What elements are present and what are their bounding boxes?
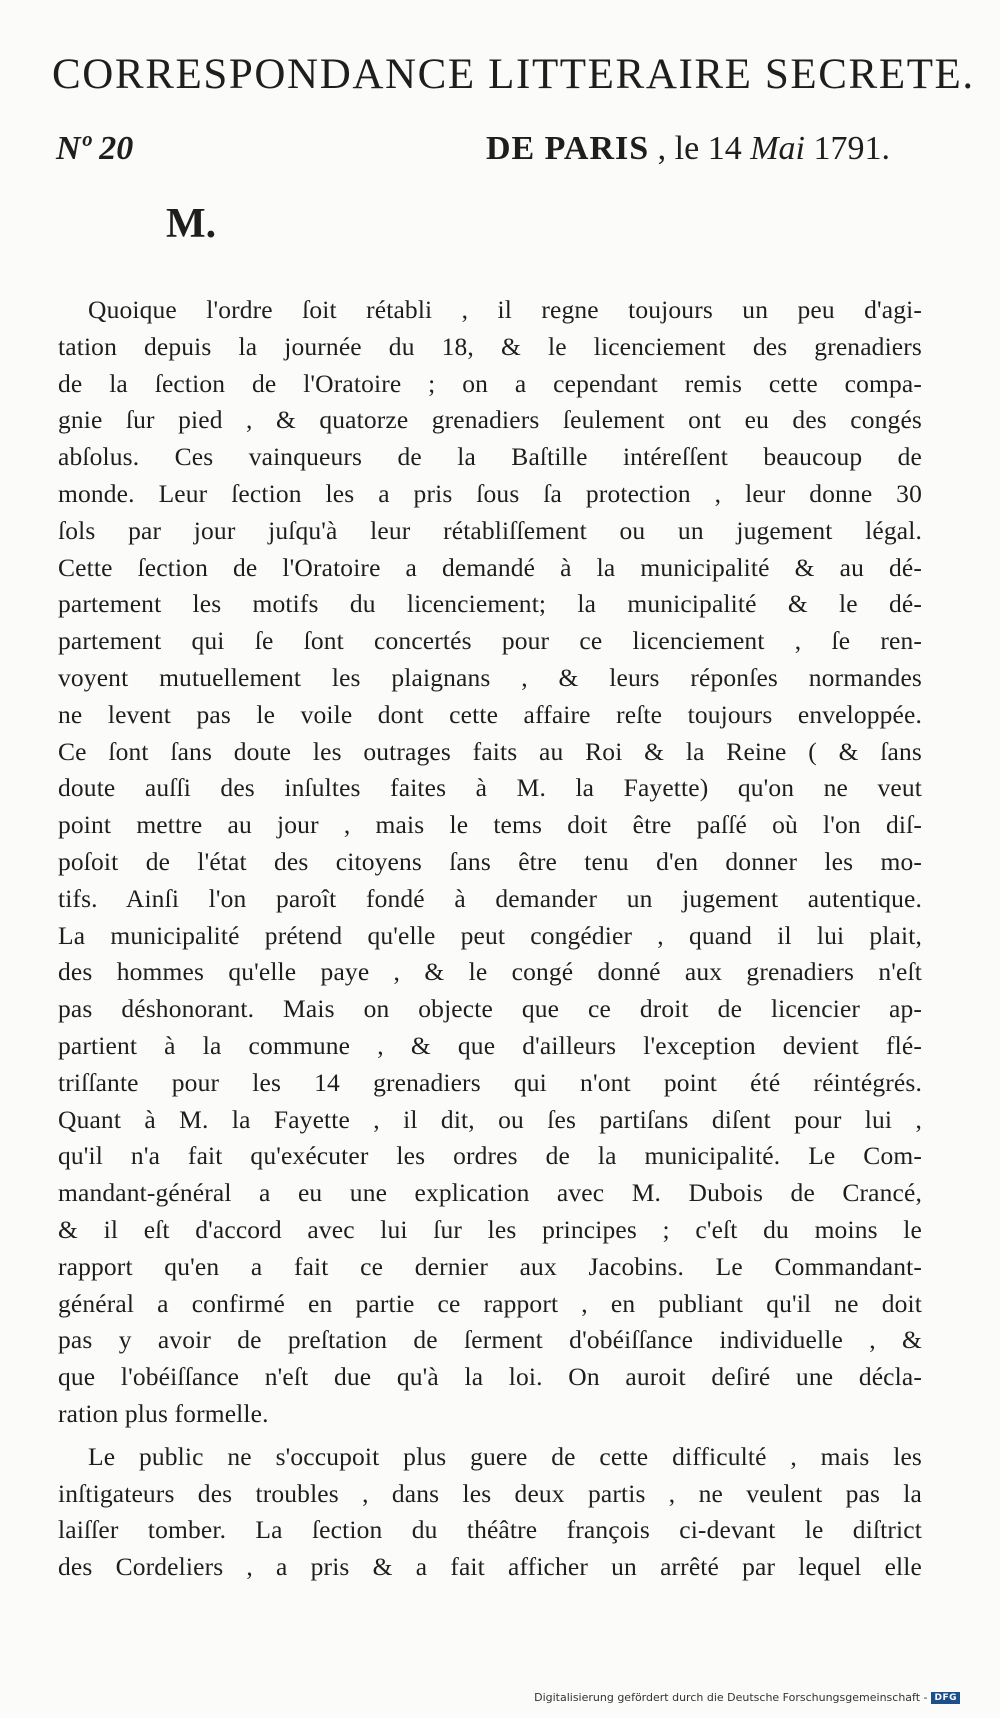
text-line: triſſante pour les 14 grenadiers qui n'ont point été réintégrés. bbox=[58, 1067, 922, 1097]
article-body bbox=[58, 292, 922, 1586]
digitization-credit bbox=[534, 1691, 960, 1704]
text-line: rapport qu'en a fait ce dernier aux Jacobins. Le Commandant- bbox=[58, 1251, 922, 1281]
text-line: des Cordeliers , a pris & a fait afficher un arrêté par lequel elle bbox=[58, 1552, 922, 1582]
text-line: pas y avoir de preſtation de ſerment d'obéiſſance individuelle , & bbox=[58, 1325, 922, 1355]
text-line: de la ſection de l'Oratoire ; on a cependant remis cette compa- bbox=[58, 368, 922, 398]
text-line: ne levent pas le voile dont cette affaire reſte toujours enveloppée. bbox=[58, 699, 922, 729]
text-line: mandant-général a eu une explication avec M. Dubois de Crancé, bbox=[58, 1178, 922, 1208]
text-line: Le public ne s'occupoit plus guere de cette difficulté , mais les bbox=[88, 1441, 922, 1471]
salutation: M. bbox=[166, 201, 217, 247]
text-line: ration plus formelle. bbox=[58, 1398, 269, 1428]
text-line: tation depuis la journée du 18, & le licenciement des grenadiers bbox=[58, 331, 922, 361]
text-line: point mettre au jour , mais le tems doit être paſſé où l'on diſ- bbox=[58, 810, 922, 840]
dfg-logo: DFG bbox=[931, 1692, 960, 1704]
masthead-title: CORRESPONDANCE LITTERAIRE SECRETE. bbox=[52, 51, 975, 98]
text-line: Quoique l'ordre ſoit rétabli , il regne toujours un peu d'agi- bbox=[88, 295, 922, 324]
text-line: poſoit de l'état des citoyens ſans être tenu d'en donner les mo- bbox=[58, 846, 922, 876]
text-line: partement qui ſe ſont concertés pour ce licenciement , ſe ren- bbox=[58, 626, 922, 656]
dateline-city: DE PARIS bbox=[485, 130, 650, 167]
dateline bbox=[486, 130, 890, 168]
text-line: La municipalité prétend qu'elle peut congédier , quand il lui plait, bbox=[58, 920, 922, 950]
text-line: inſtigateurs des troubles , dans les deux partis , ne veulent pas la bbox=[58, 1478, 922, 1508]
text-line: Ce ſont ſans doute les outrages faits au Roi & la Reine ( & ſans bbox=[58, 736, 922, 766]
credit-text: Digitalisierung gefördert durch die Deutsche Forschungsgemeinschaft - bbox=[534, 1691, 928, 1704]
text-line: pas déshonorant. Mais on objecte que ce droit de licencier ap- bbox=[58, 994, 922, 1024]
text-line: abſolus. Ces vainqueurs de la Baſtille intéreſſent beaucoup de bbox=[58, 442, 922, 472]
text-line: partient à la commune , & que d'ailleurs l'exception devient flé- bbox=[58, 1030, 922, 1060]
text-line: partement les motifs du licenciement; la municipalité & le dé- bbox=[58, 589, 922, 619]
dateline-year: 1791. bbox=[813, 130, 890, 167]
text-line: laiſſer tomber. La ſection du théâtre françois ci-devant le diſtrict bbox=[58, 1515, 922, 1545]
text-line: que l'obéiſſance n'eſt due qu'à la loi. On auroit deſiré une décla- bbox=[58, 1362, 922, 1392]
dateline-day: , le 14 bbox=[657, 130, 742, 167]
text-line: doute auſſi des inſultes faites à M. la Fayette) qu'on ne veut bbox=[58, 773, 922, 803]
text-line: tifs. Ainſi l'on paroît fondé à demander un jugement autentique. bbox=[58, 883, 922, 913]
text-line: Cette ſection de l'Oratoire a demandé à la municipalité & au dé- bbox=[58, 552, 922, 582]
text-line: qu'il n'a fait qu'exécuter les ordres de la municipalité. Le Com- bbox=[58, 1141, 922, 1171]
text-line: & il eſt d'accord avec lui ſur les principes ; c'eſt du moins le bbox=[58, 1214, 922, 1244]
text-line: gnie ſur pied , & quatorze grenadiers ſeulement ont eu des congés bbox=[58, 405, 922, 435]
text-line: monde. Leur ſection les a pris ſous ſa protection , leur donne 30 bbox=[58, 478, 922, 508]
issue-line bbox=[56, 130, 890, 174]
text-line: Quant à M. la Fayette , il dit, ou ſes partiſans diſent pour lui , bbox=[58, 1104, 922, 1134]
dateline-month: Mai bbox=[750, 130, 805, 167]
text-line: voyent mutuellement les plaignans , & leurs réponſes normandes bbox=[58, 662, 922, 692]
text-line: ſols par jour juſqu'à leur rétabliſſement ou un jugement légal. bbox=[58, 515, 922, 545]
text-line: des hommes qu'elle paye , & le congé donné aux grenadiers n'eſt bbox=[58, 957, 922, 987]
issue-number: Nº 20 bbox=[56, 130, 134, 167]
text-line: général a confirmé en partie ce rapport , en publiant qu'il ne doit bbox=[58, 1288, 922, 1318]
